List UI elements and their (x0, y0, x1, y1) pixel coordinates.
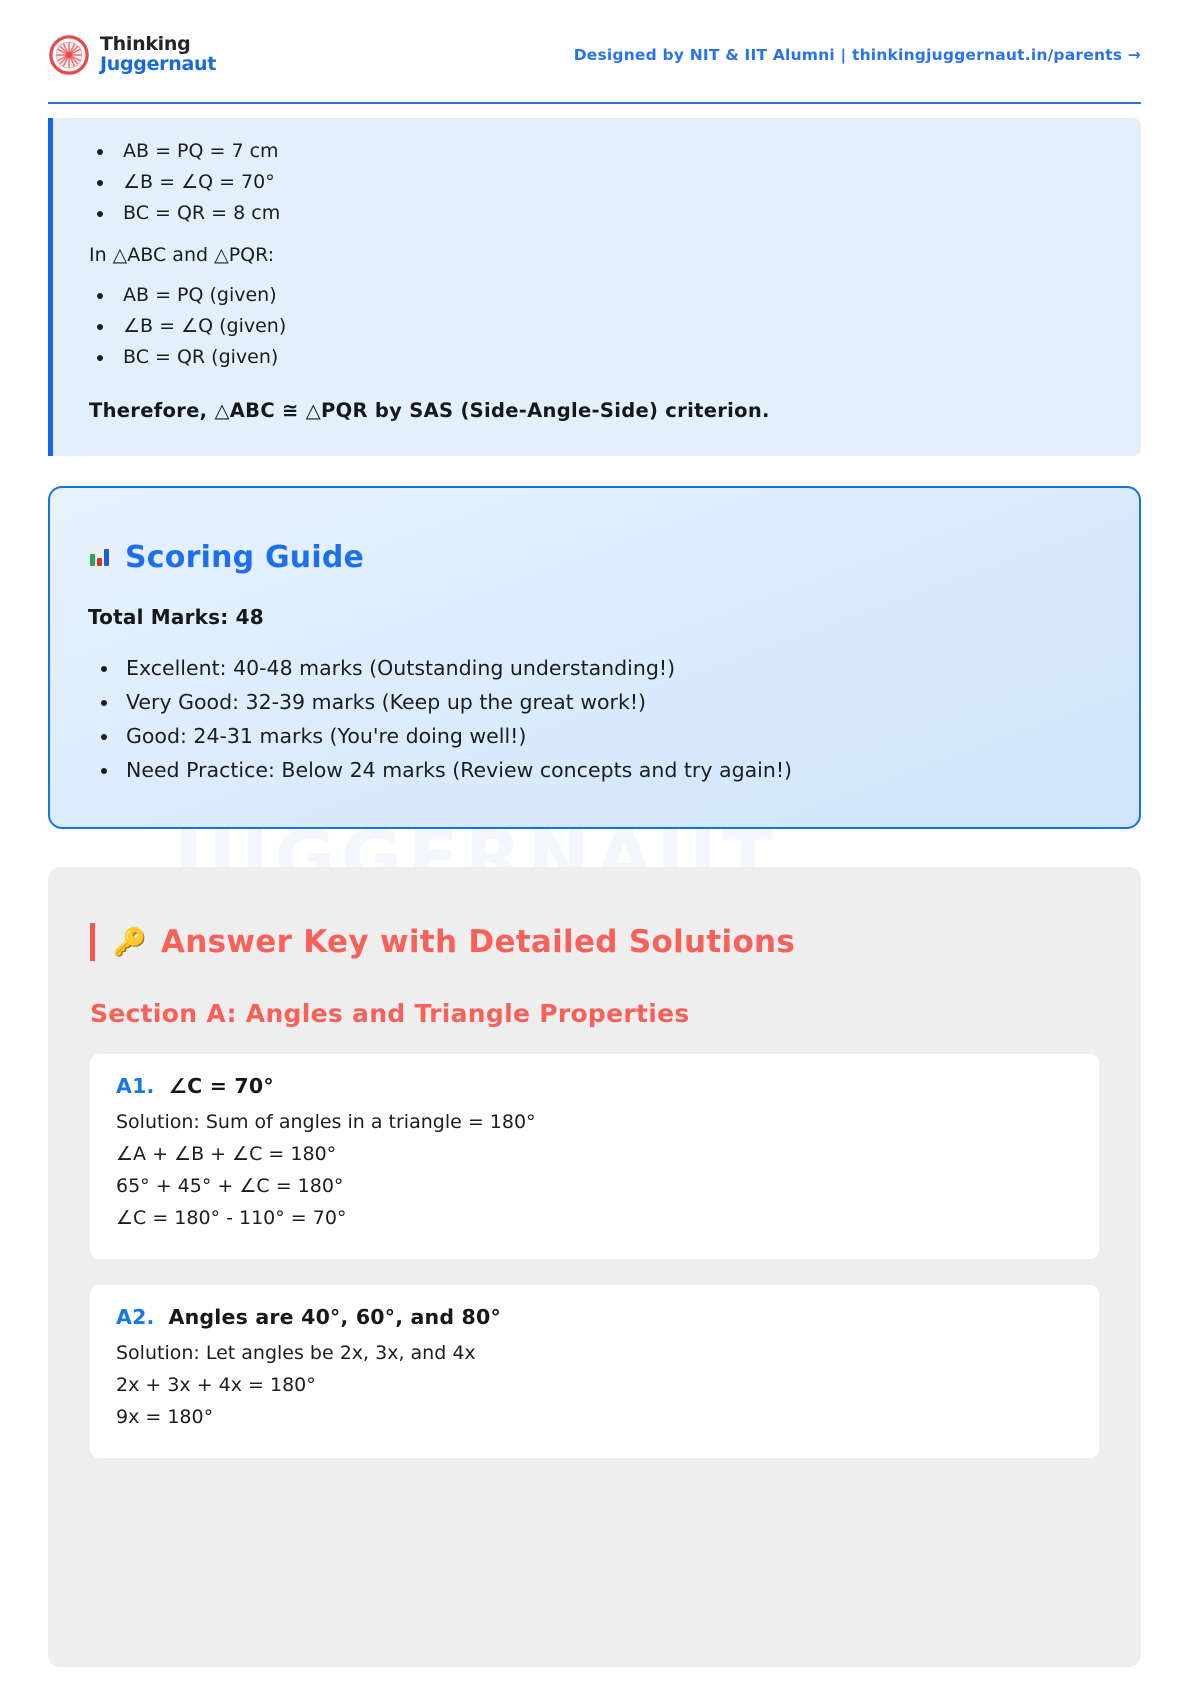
list-item: • AB = PQ = 7 cm (115, 136, 1113, 167)
header-divider (48, 102, 1141, 104)
scoring-guide-title (88, 540, 1101, 575)
list-item: • Excellent: 40-48 marks (Outstanding understanding!) (120, 651, 1101, 685)
list-item: • AB = PQ (given) (115, 280, 1113, 311)
proof-intro-line: In △ABC and △PQR: (89, 244, 275, 267)
answer-number: A1. (116, 1074, 155, 1099)
wheel-logo-icon (48, 34, 90, 76)
proof-steps-list (115, 280, 1113, 372)
answer-card-a1 (90, 1054, 1099, 1259)
page-header (48, 0, 1141, 90)
solution-line: 2x + 3x + 4x = 180° (116, 1373, 316, 1396)
solution-line: ∠A + ∠B + ∠C = 180° (116, 1143, 337, 1166)
list-item: • ∠B = ∠Q (given) (115, 311, 1113, 342)
list-item: • BC = QR (given) (115, 342, 1113, 373)
list-item: • Very Good: 32-39 marks (Keep up the great work!) (120, 685, 1101, 719)
solution-line: ∠C = 180° - 110° = 70° (116, 1207, 347, 1230)
brand-wordmark (100, 35, 216, 74)
solution-line: Solution: Let angles be 2x, 3x, and 4x (116, 1342, 476, 1365)
solution-line: 9x = 180° (116, 1405, 214, 1428)
scoring-guide-card (48, 486, 1141, 829)
answer-key-title (90, 923, 1099, 962)
solution-line: 65° + 45° + ∠C = 180° (116, 1175, 344, 1198)
solution-line: Solution: Sum of angles in a triangle = 180° (116, 1111, 536, 1134)
bar-chart-icon (88, 545, 112, 569)
answer-key-title-text: Answer Key with Detailed Solutions (160, 923, 796, 960)
list-item: • Good: 24-31 marks (You're doing well!) (120, 719, 1101, 753)
answer-headline (116, 1074, 1073, 1098)
answer-card-a2 (90, 1285, 1099, 1458)
brand-name-line1: Thinking (100, 33, 191, 56)
header-tagline[interactable]: Designed by NIT & IIT Alumni | thinkingjuggernaut.in/parents → (573, 46, 1141, 64)
scoring-bands-list (120, 651, 1101, 787)
section-a-heading: Section A: Angles and Triangle Properties (90, 999, 690, 1029)
brand-logo[interactable] (48, 34, 216, 76)
brand-name-line2: Juggernaut (100, 53, 217, 75)
list-item: • ∠B = ∠Q = 70° (115, 167, 1113, 198)
list-item: • BC = QR = 8 cm (115, 198, 1113, 229)
total-marks: Total Marks: 48 (88, 604, 264, 629)
key-icon: 🔑 (113, 926, 147, 958)
answer-headline (116, 1305, 1073, 1329)
watermark-line-2: JUGGERNAUT (175, 815, 780, 901)
answer-number: A2. (116, 1305, 155, 1330)
answer-value: Angles are 40°, 60°, and 80° (168, 1305, 501, 1330)
proof-panel (48, 118, 1141, 456)
list-item: • Need Practice: Below 24 marks (Review concepts and try again!) (120, 753, 1101, 787)
answer-key-section (48, 867, 1141, 1667)
scoring-guide-title-text: Scoring Guide (125, 539, 365, 575)
given-list (115, 136, 1113, 228)
proof-conclusion: Therefore, △ABC ≅ △PQR by SAS (Side-Angle-Side) criterion. (89, 398, 770, 422)
answer-value: ∠C = 70° (168, 1074, 274, 1099)
